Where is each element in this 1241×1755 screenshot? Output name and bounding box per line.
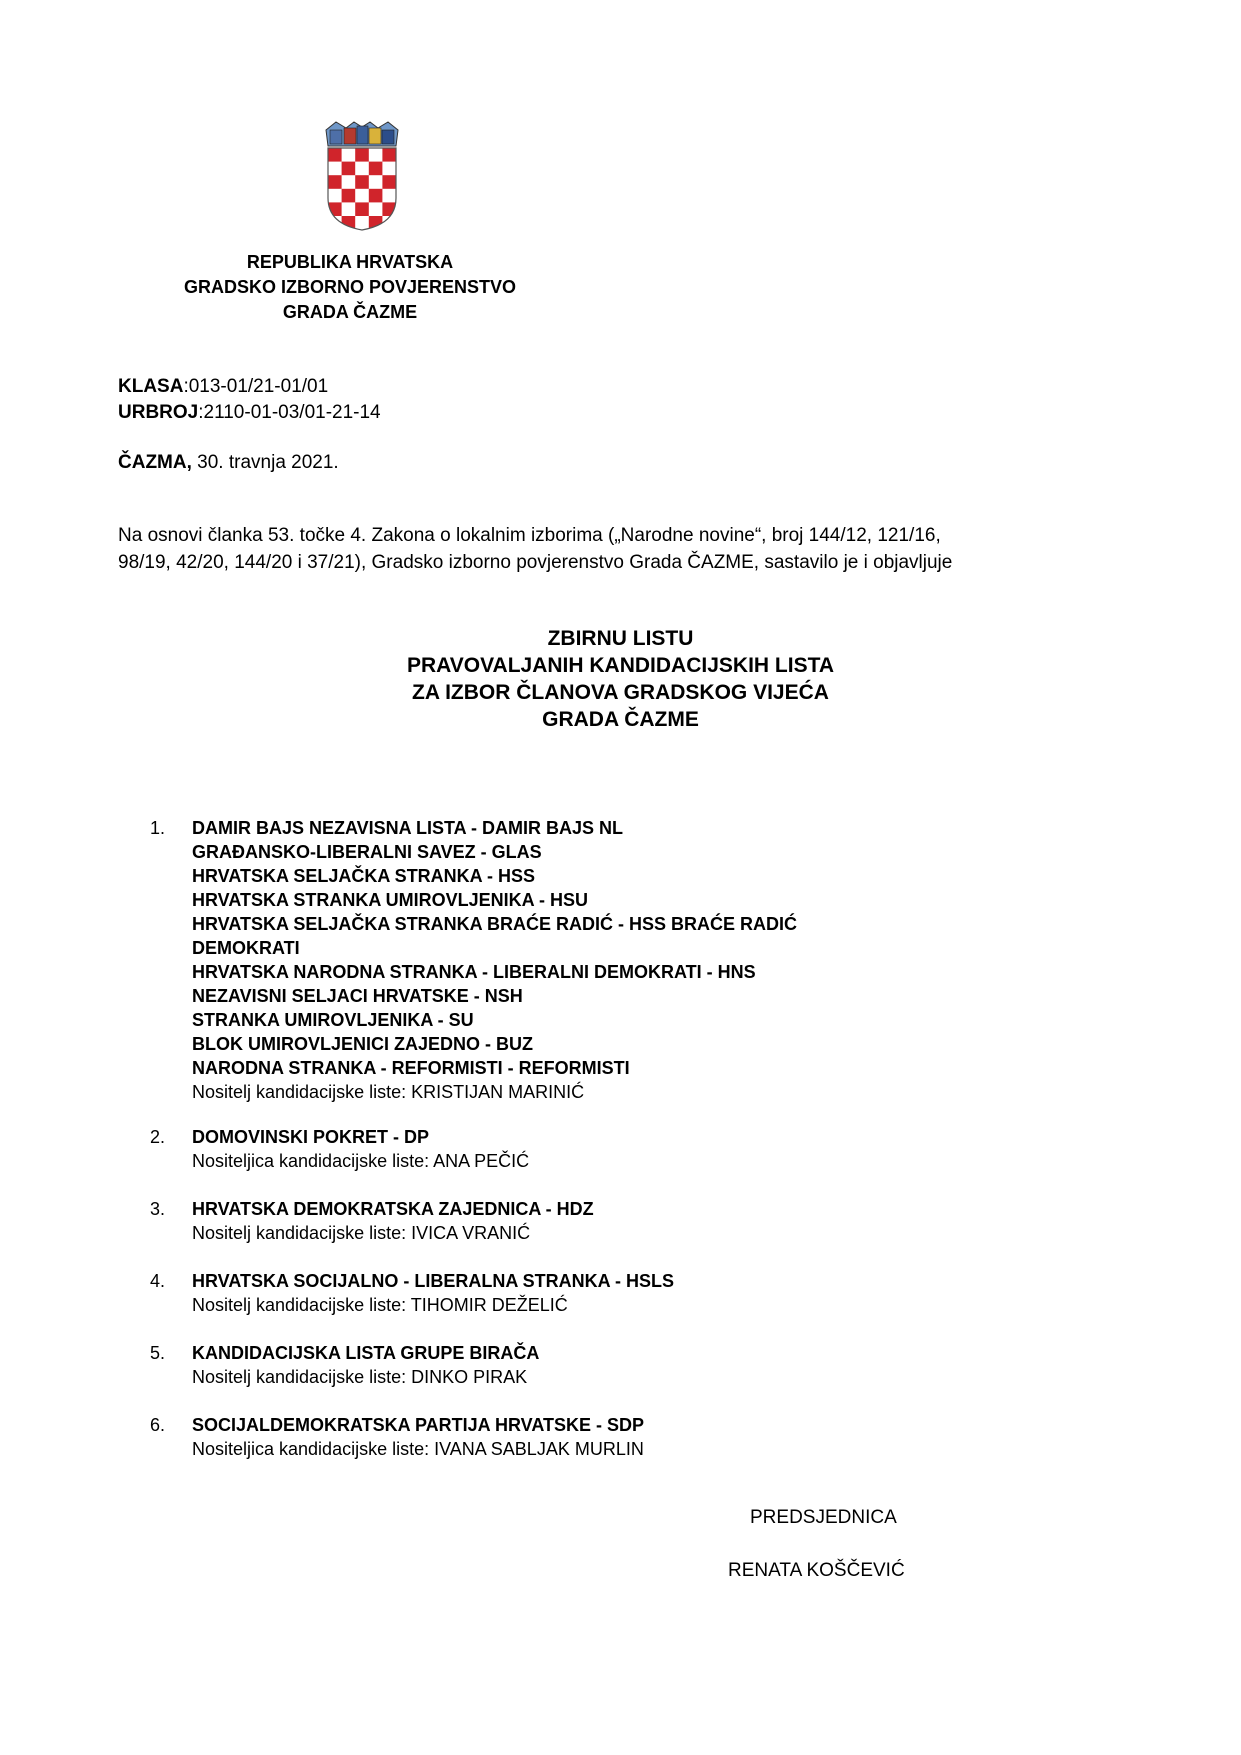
list-entries — [192, 1413, 1052, 1461]
intro-line-2: 98/19, 42/20, 144/20 i 37/21), Gradsko izborno povjerenstvo Grada ČAZME, sastavilo je i objavljuje — [118, 552, 953, 573]
klasa-label: KLASA — [118, 376, 184, 397]
coat-of-arms-logo — [320, 120, 404, 232]
list-holder: Nositelj kandidacijske liste: TIHOMIR DEŽELIĆ — [192, 1295, 568, 1315]
list-entries — [192, 1269, 1052, 1317]
title-line-3: ZA IZBOR ČLANOVA GRADSKOG VIJEĆA — [412, 681, 829, 704]
party-name: NEZAVISNI SELJACI HRVATSKE - NSH — [192, 986, 523, 1006]
party-name: HRVATSKA SELJAČKA STRANKA - HSS — [192, 866, 536, 886]
list-entries — [192, 1197, 1052, 1245]
title-line-4: GRADA ČAZME — [542, 708, 699, 731]
list-number: 5. — [150, 1343, 166, 1363]
signature-name: RENATA KOŠČEVIĆ — [728, 1560, 905, 1581]
title-line-1: ZBIRNU LISTU — [547, 627, 694, 650]
party-name: HRVATSKA DEMOKRATSKA ZAJEDNICA - HDZ — [192, 1199, 594, 1219]
list-number: 4. — [150, 1271, 166, 1291]
list-holder: Nositeljica kandidacijske liste: ANA PEČIĆ — [192, 1151, 530, 1171]
header-republic: REPUBLIKA HRVATSKA — [246, 252, 454, 272]
party-name: GRAĐANSKO-LIBERALNI SAVEZ - GLAS — [192, 842, 542, 862]
crown-icon — [326, 122, 398, 146]
urbroj-label: URBROJ — [118, 402, 199, 423]
checkerboard-shield-icon — [328, 148, 396, 232]
list-entries — [192, 816, 1052, 1104]
list-holder: Nositeljica kandidacijske liste: IVANA SABLJAK MURLIN — [192, 1439, 644, 1459]
klasa-value: :013-01/21-01/01 — [183, 376, 329, 397]
list-holder: Nositelj kandidacijske liste: KRISTIJAN MARINIĆ — [192, 1082, 585, 1102]
party-name: HRVATSKA STRANKA UMIROVLJENIKA - HSU — [192, 890, 589, 910]
list-number: 3. — [150, 1199, 166, 1219]
party-name: HRVATSKA SOCIJALNO - LIBERALNA STRANKA - HSLS — [192, 1271, 675, 1291]
party-name: KANDIDACIJSKA LISTA GRUPE BIRAČA — [192, 1343, 540, 1363]
intro-line-1: Na osnovi članka 53. točke 4. Zakona o lokalnim izborima („Narodne novine“, broj 144/12, 121/16, — [118, 525, 941, 546]
signature-role: PREDSJEDNICA — [750, 1507, 897, 1528]
party-name: BLOK UMIROVLJENICI ZAJEDNO - BUZ — [192, 1034, 534, 1054]
party-name: HRVATSKA NARODNA STRANKA - LIBERALNI DEMOKRATI - HNS — [192, 962, 756, 982]
header-commission: GRADSKO IZBORNO POVJERENSTVO — [183, 277, 517, 297]
party-name: HRVATSKA SELJAČKA STRANKA BRAĆE RADIĆ - HSS BRAĆE RADIĆ — [192, 914, 798, 934]
party-name: SOCIJALDEMOKRATSKA PARTIJA HRVATSKE - SDP — [192, 1415, 645, 1435]
list-holder: Nositelj kandidacijske liste: DINKO PIRAK — [192, 1367, 528, 1387]
urbroj-value: :2110-01-03/01-21-14 — [198, 402, 381, 423]
list-number: 1. — [150, 818, 166, 838]
party-name: NARODNA STRANKA - REFORMISTI - REFORMISTI — [192, 1058, 630, 1078]
date-value: 30. travnja 2021. — [191, 452, 339, 473]
header-city: GRADA ČAZME — [282, 302, 418, 322]
party-name: DOMOVINSKI POKRET - DP — [192, 1127, 430, 1147]
klasa-line — [118, 374, 328, 400]
urbroj-line — [118, 400, 381, 426]
title-line-2: PRAVOVALJANIH KANDIDACIJSKIH LISTA — [406, 654, 835, 677]
list-entries — [192, 1125, 1052, 1173]
party-name: DAMIR BAJS NEZAVISNA LISTA - DAMIR BAJS NL — [192, 818, 624, 838]
party-name: DEMOKRATI — [192, 938, 300, 958]
list-entries — [192, 1341, 1052, 1389]
place-label: ČAZMA, — [118, 452, 192, 473]
list-number: 6. — [150, 1415, 166, 1435]
party-name: STRANKA UMIROVLJENIKA - SU — [192, 1010, 474, 1030]
list-number: 2. — [150, 1127, 166, 1147]
date-line — [118, 450, 339, 476]
list-holder: Nositelj kandidacijske liste: IVICA VRANIĆ — [192, 1223, 531, 1243]
